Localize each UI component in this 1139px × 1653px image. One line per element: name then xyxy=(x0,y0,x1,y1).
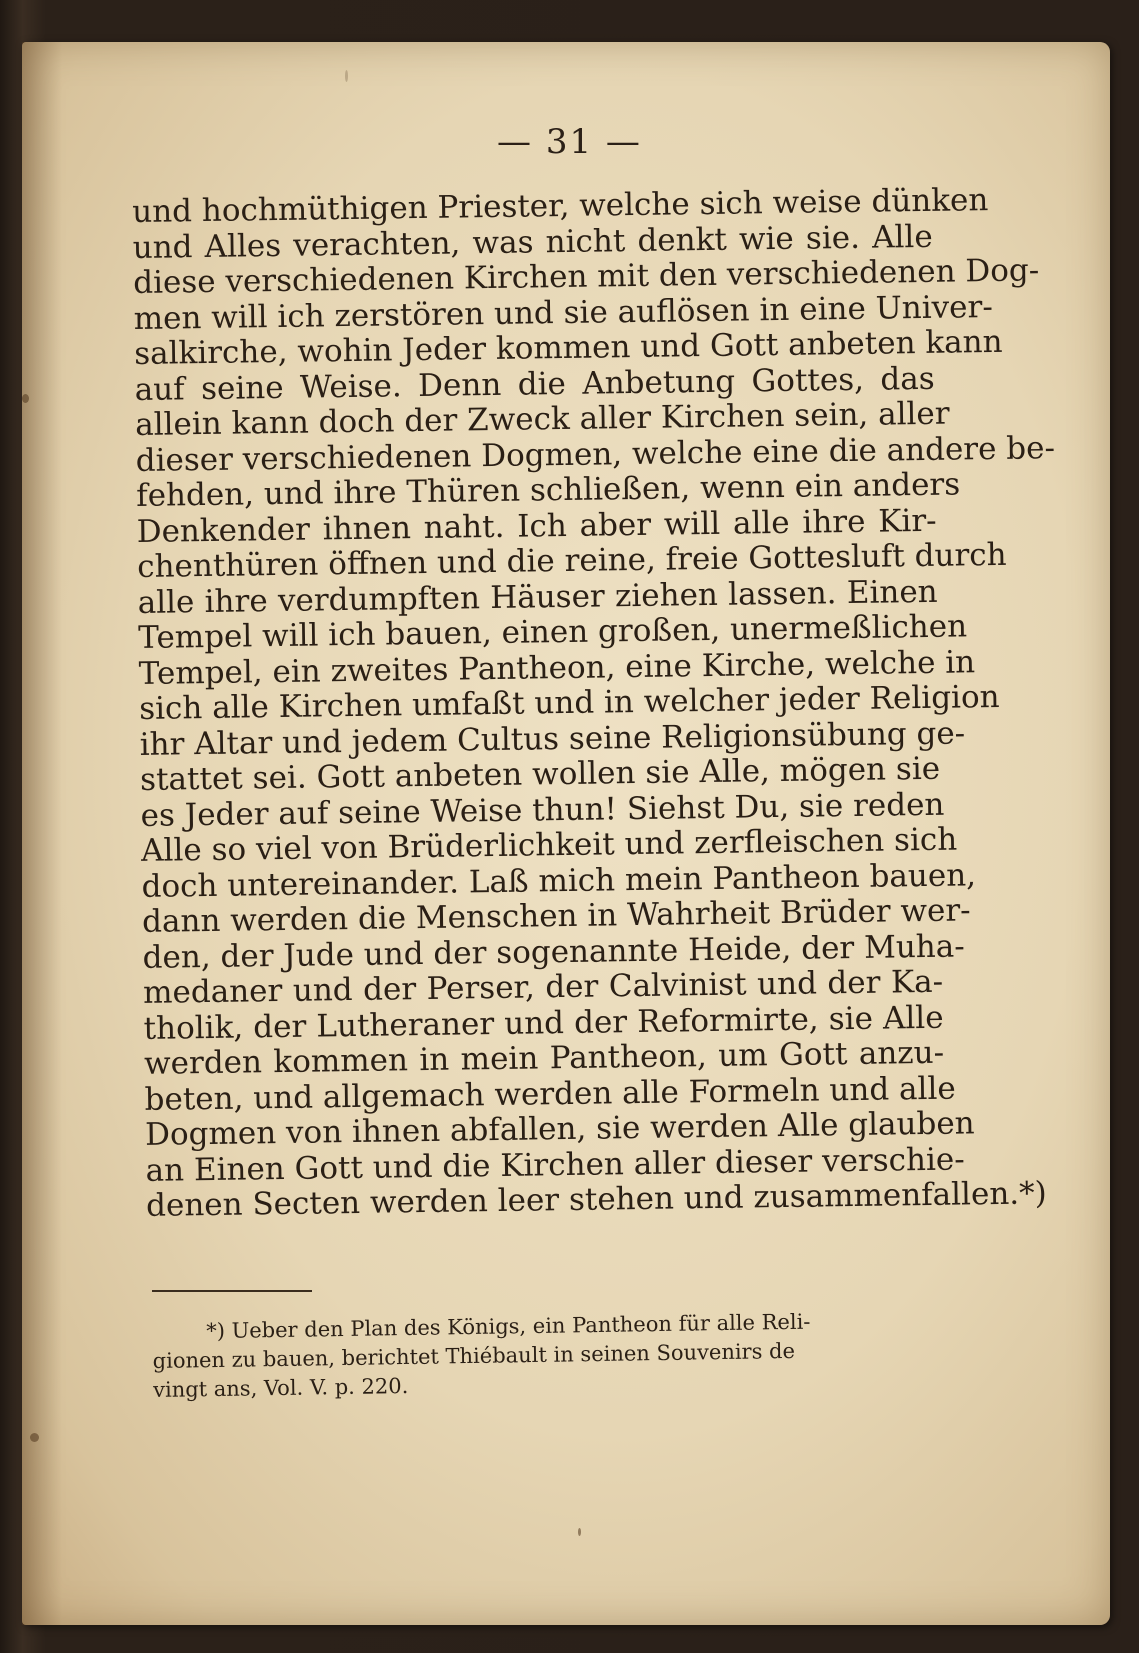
text-line: beten, und allgemach werden alle Formeln und alle xyxy=(144,1070,956,1118)
text-line: men will ich zerstören und sie auflösen in eine Univer- xyxy=(133,288,994,337)
paper-stain xyxy=(578,1528,581,1536)
text-line: Denkender ihnen naht. Ich aber will alle ihre Kir- xyxy=(136,502,937,550)
footnote-line: vingt ans, Vol. V. p. 220. xyxy=(152,1373,409,1402)
text-line: Tempel, ein zweites Pantheon, eine Kirche, welche in xyxy=(138,643,976,692)
paper-stain xyxy=(345,70,348,82)
text-line: denen Secten werden leer stehen und zusammenfallen.*) xyxy=(145,1175,1047,1224)
page-number: — 31 — xyxy=(497,122,642,162)
text-line: chenthüren öffnen und die reine, freie Gottesluft durch xyxy=(136,536,1007,585)
text-line: und hochmüthigen Priester, welche sich weise dünken xyxy=(131,182,989,230)
text-line: allein kann doch der Zweck aller Kirchen sein, aller xyxy=(134,395,950,443)
text-line: fehden, und ihre Thüren schließen, wenn ein anders xyxy=(135,466,961,514)
text-line: dann werden die Menschen in Wahrheit Brüder wer- xyxy=(141,892,971,940)
footnote-divider xyxy=(152,1290,312,1292)
body-text xyxy=(131,182,1056,1225)
footnote xyxy=(152,1306,933,1405)
text-line: Alle so viel von Brüderlichkeit und zerfleischen sich xyxy=(140,821,958,869)
text-line: auf seine Weise. Denn die Anbetung Gottes, das xyxy=(134,360,935,408)
footnote-line: gionen zu bauen, berichtet Thiébault in seinen Souvenirs de xyxy=(152,1338,796,1373)
text-line: Dogmen von ihnen abfallen, sie werden Alle glauben xyxy=(144,1105,975,1153)
text-line: ihr Altar und jedem Cultus seine Religionsübung ge- xyxy=(139,714,966,763)
paper-stain xyxy=(22,394,29,403)
page-gutter-shadow xyxy=(22,42,62,1625)
text-line: salkirche, wohin Jeder kommen und Gott anbeten kann xyxy=(133,323,1003,372)
paper-stain xyxy=(30,1433,39,1442)
footnote-line: *) Ueber den Plan des Königs, ein Pantheon für alle Reli- xyxy=(206,1309,811,1344)
text-line: an Einen Gott und die Kirchen aller dieser verschie- xyxy=(145,1140,965,1189)
text-line: tholik, der Lutheraner und der Reformirte, sie Alle xyxy=(143,999,944,1047)
text-line: medaner und der Perser, der Calvinist und der Ka- xyxy=(142,963,944,1011)
text-line: dieser verschiedenen Dogmen, welche eine die andere be- xyxy=(135,429,1056,479)
text-line: doch untereinander. Laß mich mein Pantheon bauen, xyxy=(141,856,977,905)
text-line: es Jeder auf seine Weise thun! Siehst Du, sie reden xyxy=(140,786,945,834)
text-line: Tempel will ich bauen, einen großen, unermeßlichen xyxy=(137,608,968,656)
text-line: den, der Jude und der sogenannte Heide, der Muha- xyxy=(142,927,965,976)
text-line: alle ihre verdumpften Häuser ziehen lassen. Einen xyxy=(137,573,938,621)
text-line: und Alles verachten, was nicht denkt wie sie. Alle xyxy=(132,218,933,266)
text-line: werden kommen in mein Pantheon, um Gott anzu- xyxy=(143,1034,945,1082)
text-line: sich alle Kirchen umfaßt und in welcher jeder Religion xyxy=(138,678,1000,727)
text-line: diese verschiedenen Kirchen mit den verschiedenen Dog- xyxy=(132,252,1040,301)
text-line: stattet sei. Gott anbeten wollen sie Alle, mögen sie xyxy=(139,750,941,798)
